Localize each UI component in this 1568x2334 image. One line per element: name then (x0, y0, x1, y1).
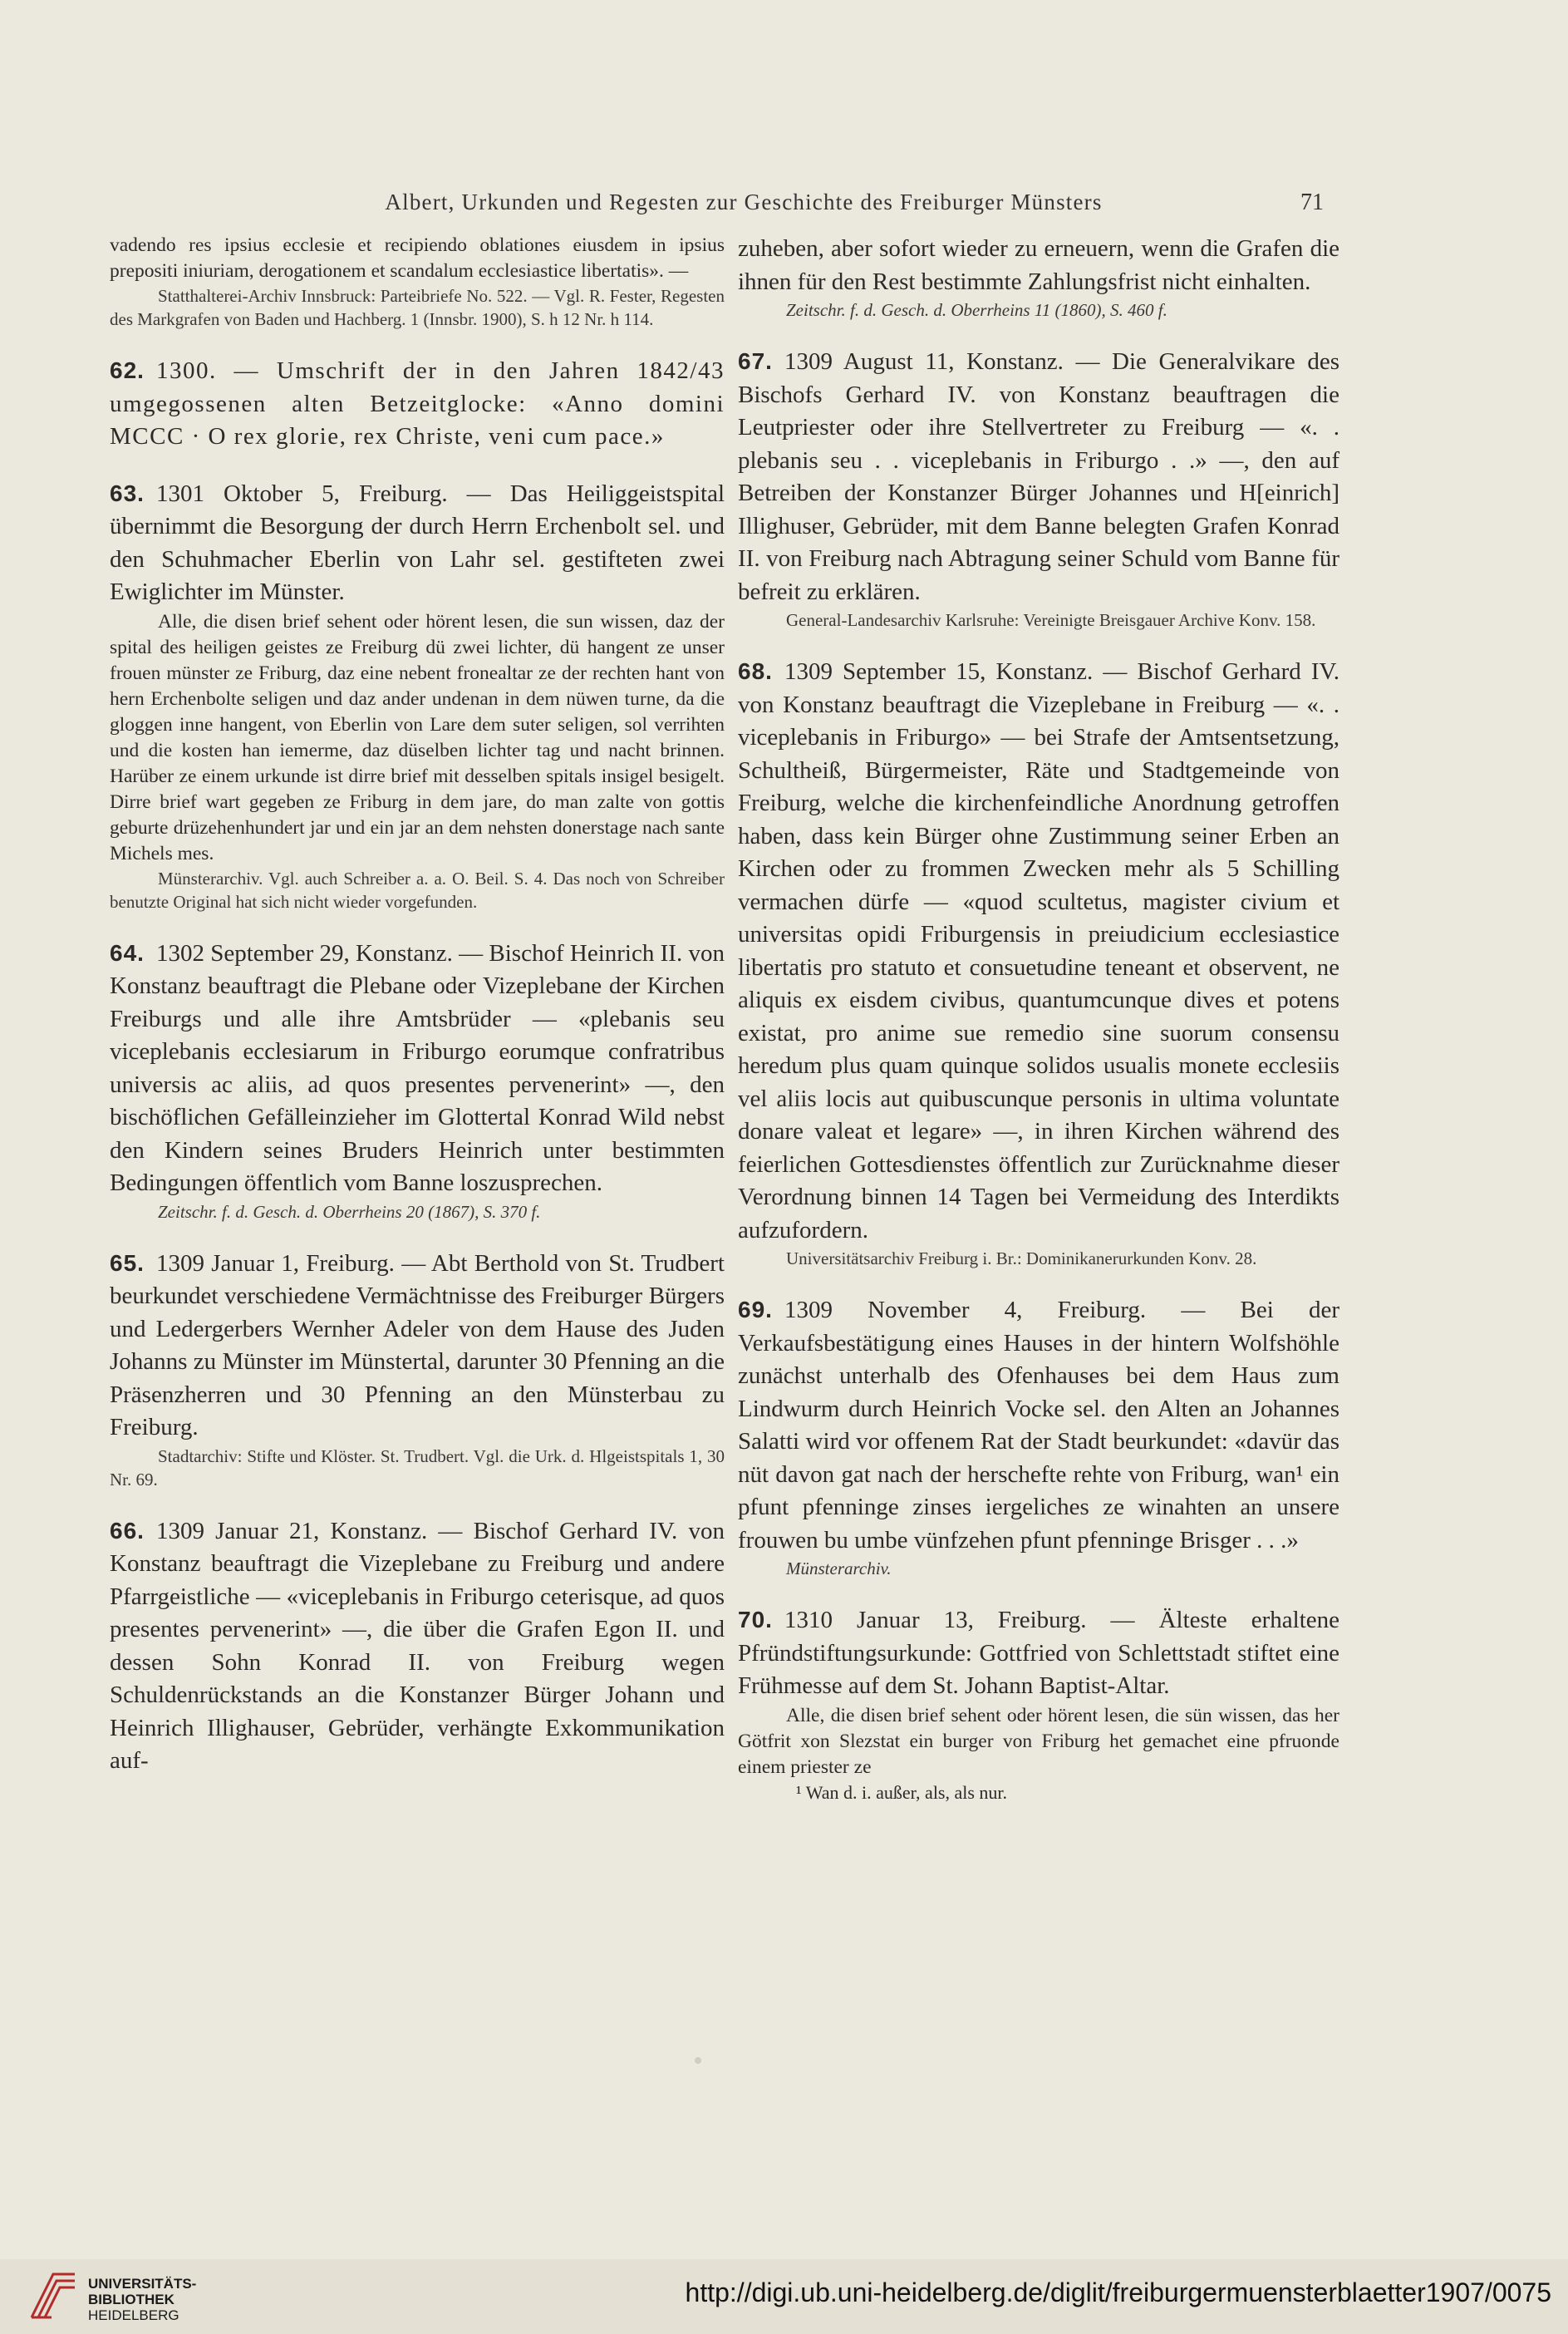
entry-70 (738, 1603, 1339, 1805)
entry-text: 1309 November 4, Freiburg. — Bei der Verkaufsbestätigung eines Hauses in der hintern Wolfshöhle zunächst unterhalb des Ofenhauses bei dem Haus zum Lindwurm durch Heinrich Vocke sel. den Alten an Johannes Salatti wird vor offenem Rat der Stadt beurkundet: «davür das nüt davon gat nach der herschefte rehte von Friburg, wan¹ ein pfunt pfenninge zinses iergeliches ze winahten an unsere frouwen bu umbe vünfzehen pfunt pfenninge Brisger . . .» (738, 1297, 1339, 1554)
entry-number: 63. (110, 480, 145, 506)
entry-number: 70. (738, 1607, 773, 1632)
library-name-line: UNIVERSITÄTS- (88, 2276, 197, 2292)
library-name-line: HEIDELBERG (88, 2307, 179, 2323)
source-note: Statthalterei-Archiv Innsbruck: Parteibriefe No. 522. — Vgl. R. Fester, Regesten des Markgrafen von Baden und Hachberg. 1 (Innsbr. 1900), S. h 12 Nr. h 114. (110, 286, 725, 329)
source-url-link[interactable]: http://digi.ub.uni-heidelberg.de/diglit/freiburgermuensterblaetter1907/0075 (685, 2277, 1551, 2307)
entry-68 (738, 655, 1339, 1270)
entry-text: 1301 Oktober 5, Freiburg. — Das Heiliggeistspital übernimmt die Besorgung der durch Herrn Erchenbolt sel. und den Schuhmacher Eberlin von Lahr sel. gestifteten zwei Ewiglichter im Münster. (110, 480, 725, 605)
continued-text: vadendo res ipsius ecclesie et recipiendo oblationes eiusdem in ipsius prepositi iniuriam, derogationem et scandalum ecclesiastice libertatis». — (110, 234, 725, 282)
quoted-document: Alle, die disen brief sehent oder hörent lesen, die sün wissen, das her Götfrit xon Slezstat ein burger von Friburg het gemachet eine pfruonde einem priester ze (738, 1704, 1339, 1778)
source-note: General-Landesarchiv Karlsruhe: Vereinigte Breisgauer Archive Konv. 158. (786, 610, 1316, 630)
entry-text: 1309 September 15, Konstanz. — Bischof Gerhard IV. von Konstanz beauftragt die Vizeplebane in Freiburg — «. . viceplebanis in Friburgo» — bei Strafe der Amtsentsetzung, Schultheiß, Bürgermeister, Räte und Stadtgemeinde von Freiburg, welche die kirchenfeindliche Anordnung getroffen haben, dass kein Bürger ohne Zustimmung seiner Erben an Kirchen oder zu frommen Zwecken mehr als 5 Schilling vermachen dürfe — «quod scultetus, magister civium et universitas opidi Friburgensis in preiudicium ecclesiastice libertatis pro statuto et consuetudine teneant et observent, ne aliquis ex eisdem civibus, quantumcunque dives et potens existat, pro anime sue remedio sine suorum consensu heredum plus quam quinque solidos usualis monete ecclesiis vel aliis locis aut quibuscunque personis in ultima voluntate donare valeat et legare» —, in ihren Kirchen während des feierlichen Gottesdienstes öffentlich zur Zurücknahme dieser Verordnung binnen 14 Tagen bei Vermeidung des Interdikts aufzufordern. (738, 658, 1339, 1243)
entry-69 (738, 1293, 1339, 1580)
entry-text: 1309 August 11, Konstanz. — Die Generalvikare des Bischofs Gerhard IV. von Konstanz beauftragen die Leutpriester oder ihre Stellvertreter zu Freiburg — «. . plebanis seu . . viceplebanis in Friburgo . .» —, den auf Betreiben der Konstanzer Bürger Johannes und H[einrich] Illighuser, Gebrüder, mit dem Banne belegten Grafen Konrad II. von Freiburg nach Abtragung seiner Schuld vom Banne für befreit zu erklären. (738, 348, 1339, 605)
entry-67 (738, 345, 1339, 632)
library-name (88, 2276, 196, 2323)
entry-64 (110, 937, 725, 1224)
entry-text: 1310 Januar 13, Freiburg. — Älteste erhaltene Pfründstiftungsurkunde: Gottfried von Schlettstadt stiftet eine Frühmesse auf dem St. Johann Baptist-Altar. (738, 1607, 1339, 1699)
running-title: Albert, Urkunden und Regesten zur Geschichte des Freiburger Münsters (385, 190, 1103, 214)
entry-text: 1300. — Umschrift der in den Jahren 1842/43 umgegossenen alten Betzeitglocke: «Anno domini MCCC · O rex glorie, rex Christe, veni cum pace.» (110, 357, 725, 450)
entry-number: 62. (110, 357, 145, 383)
entry-number: 65. (110, 1249, 145, 1276)
source-note: Münsterarchiv. (786, 1558, 892, 1578)
paper-speck (695, 2057, 701, 2064)
running-header (0, 190, 1568, 223)
entry-65 (110, 1247, 725, 1491)
entry-number: 69. (738, 1297, 773, 1322)
entry-text: 1309 Januar 1, Freiburg. — Abt Berthold von St. Trudbert beurkundet verschiedene Vermächtnisse des Freiburger Bürgers und Ledergerbers Wernher Adeler von dem Hause des Juden Johanns zu Münster im Münstertal, darunter 30 Pfenning an die Präsenzherren und 30 Pfenning an den Münsterbau zu Freiburg. (110, 1249, 725, 1440)
continued-text: zuheben, aber sofort wieder zu erneuern, wenn die Grafen die ihnen für den Rest bestimmte Zahlungsfrist nicht einhalten. (738, 235, 1339, 295)
entry-63 (110, 477, 725, 913)
entry-text: 1309 Januar 21, Konstanz. — Bischof Gerhard IV. von Konstanz beauftragt die Vizeplebane zu Freiburg und andere Pfarrgeistliche — «viceplebanis in Friburgo ceterisque, ad quos presentes pervenerint» —, die über die Grafen Egon II. und dessen Sohn Konrad II. von Freiburg wegen Schuldenrückstands an die Konstanzer Bürger Johann und Heinrich Illighauser, Gebrüder, verhängte Exkommunikation auf- (110, 1517, 725, 1774)
library-name-line: BIBLIOTHEK (88, 2292, 174, 2307)
entry-66 (110, 1514, 725, 1778)
left-column (110, 233, 725, 1778)
source-note: Stadtarchiv: Stifte und Klöster. St. Trudbert. Vgl. die Urk. d. Hlgeistspitals 1, 30 Nr. 69. (110, 1445, 725, 1490)
quoted-document: Alle, die disen brief sehent oder hörent lesen, die sun wissen, daz der spital des heiligen geistes ze Freiburg dü zwei lichter, dü hangent ze unser frouen münster ze Friburg, daz eine nebent fronealtar ze der rechten hant von hern Erchenbolte seligen und daz ander undenan in dem nüwen turne, da die gloggen inne hangent, von Eberlin von Lare dem suter seligen, sol verrihten und die kosten han iemerme, daz düselben lichter tag und nacht brinnen. Harüber ze einem urkunde ist dirre brief mit desselben spitals insigel besigelt. Dirre brief wart gegeben ze Friburg in dem jare, do man zalte von gottis geburte drüzehenhundert jar und ein jar an dem nehsten donerstage nach sante Michels mes. (110, 610, 725, 864)
entry-62 (110, 354, 725, 454)
entry-number: 68. (738, 658, 773, 684)
source-note: Münsterarchiv. Vgl. auch Schreiber a. a. O. Beil. S. 4. Das noch von Schreiber benutzte Original hat sich nicht wieder vorgefunden. (110, 868, 725, 912)
entry-number: 67. (738, 348, 773, 374)
entry-text: 1302 September 29, Konstanz. — Bischof Heinrich II. von Konstanz beauftragt die Plebane oder Vizeplebane der Kirchen Freiburgs und alle ihre Amtsbrüder — «plebanis seu viceplebanis ecclesiarum in Friburgo eorumque confratribus universis ac aliis, ad quos presentes pervenerint» —, den bischöflichen Gefälleinzieher im Glottertal Konrad Wild nebst den Kindern seines Bruders Heinrich unter bestimmten Bedingungen öffentlich vom Banne loszusprechen. (110, 939, 725, 1196)
page-number: 71 (1300, 190, 1324, 215)
source-note: Zeitschr. f. d. Gesch. d. Oberrheins 20 (1867), S. 370 f. (158, 1201, 541, 1222)
entry-number: 66. (110, 1517, 145, 1544)
entry-number: 64. (110, 939, 145, 966)
footer-bar (0, 2259, 1568, 2334)
source-note: Universitätsarchiv Freiburg i. Br.: Dominikanerurkunden Konv. 28. (786, 1248, 1257, 1268)
footnote: ¹ Wan d. i. außer, als, als nur. (796, 1781, 1008, 1803)
right-column (738, 233, 1339, 1805)
source-note: Zeitschr. f. d. Gesch. d. Oberrheins 11 (1860), S. 460 f. (786, 300, 1167, 320)
library-logo-icon (23, 2268, 81, 2326)
